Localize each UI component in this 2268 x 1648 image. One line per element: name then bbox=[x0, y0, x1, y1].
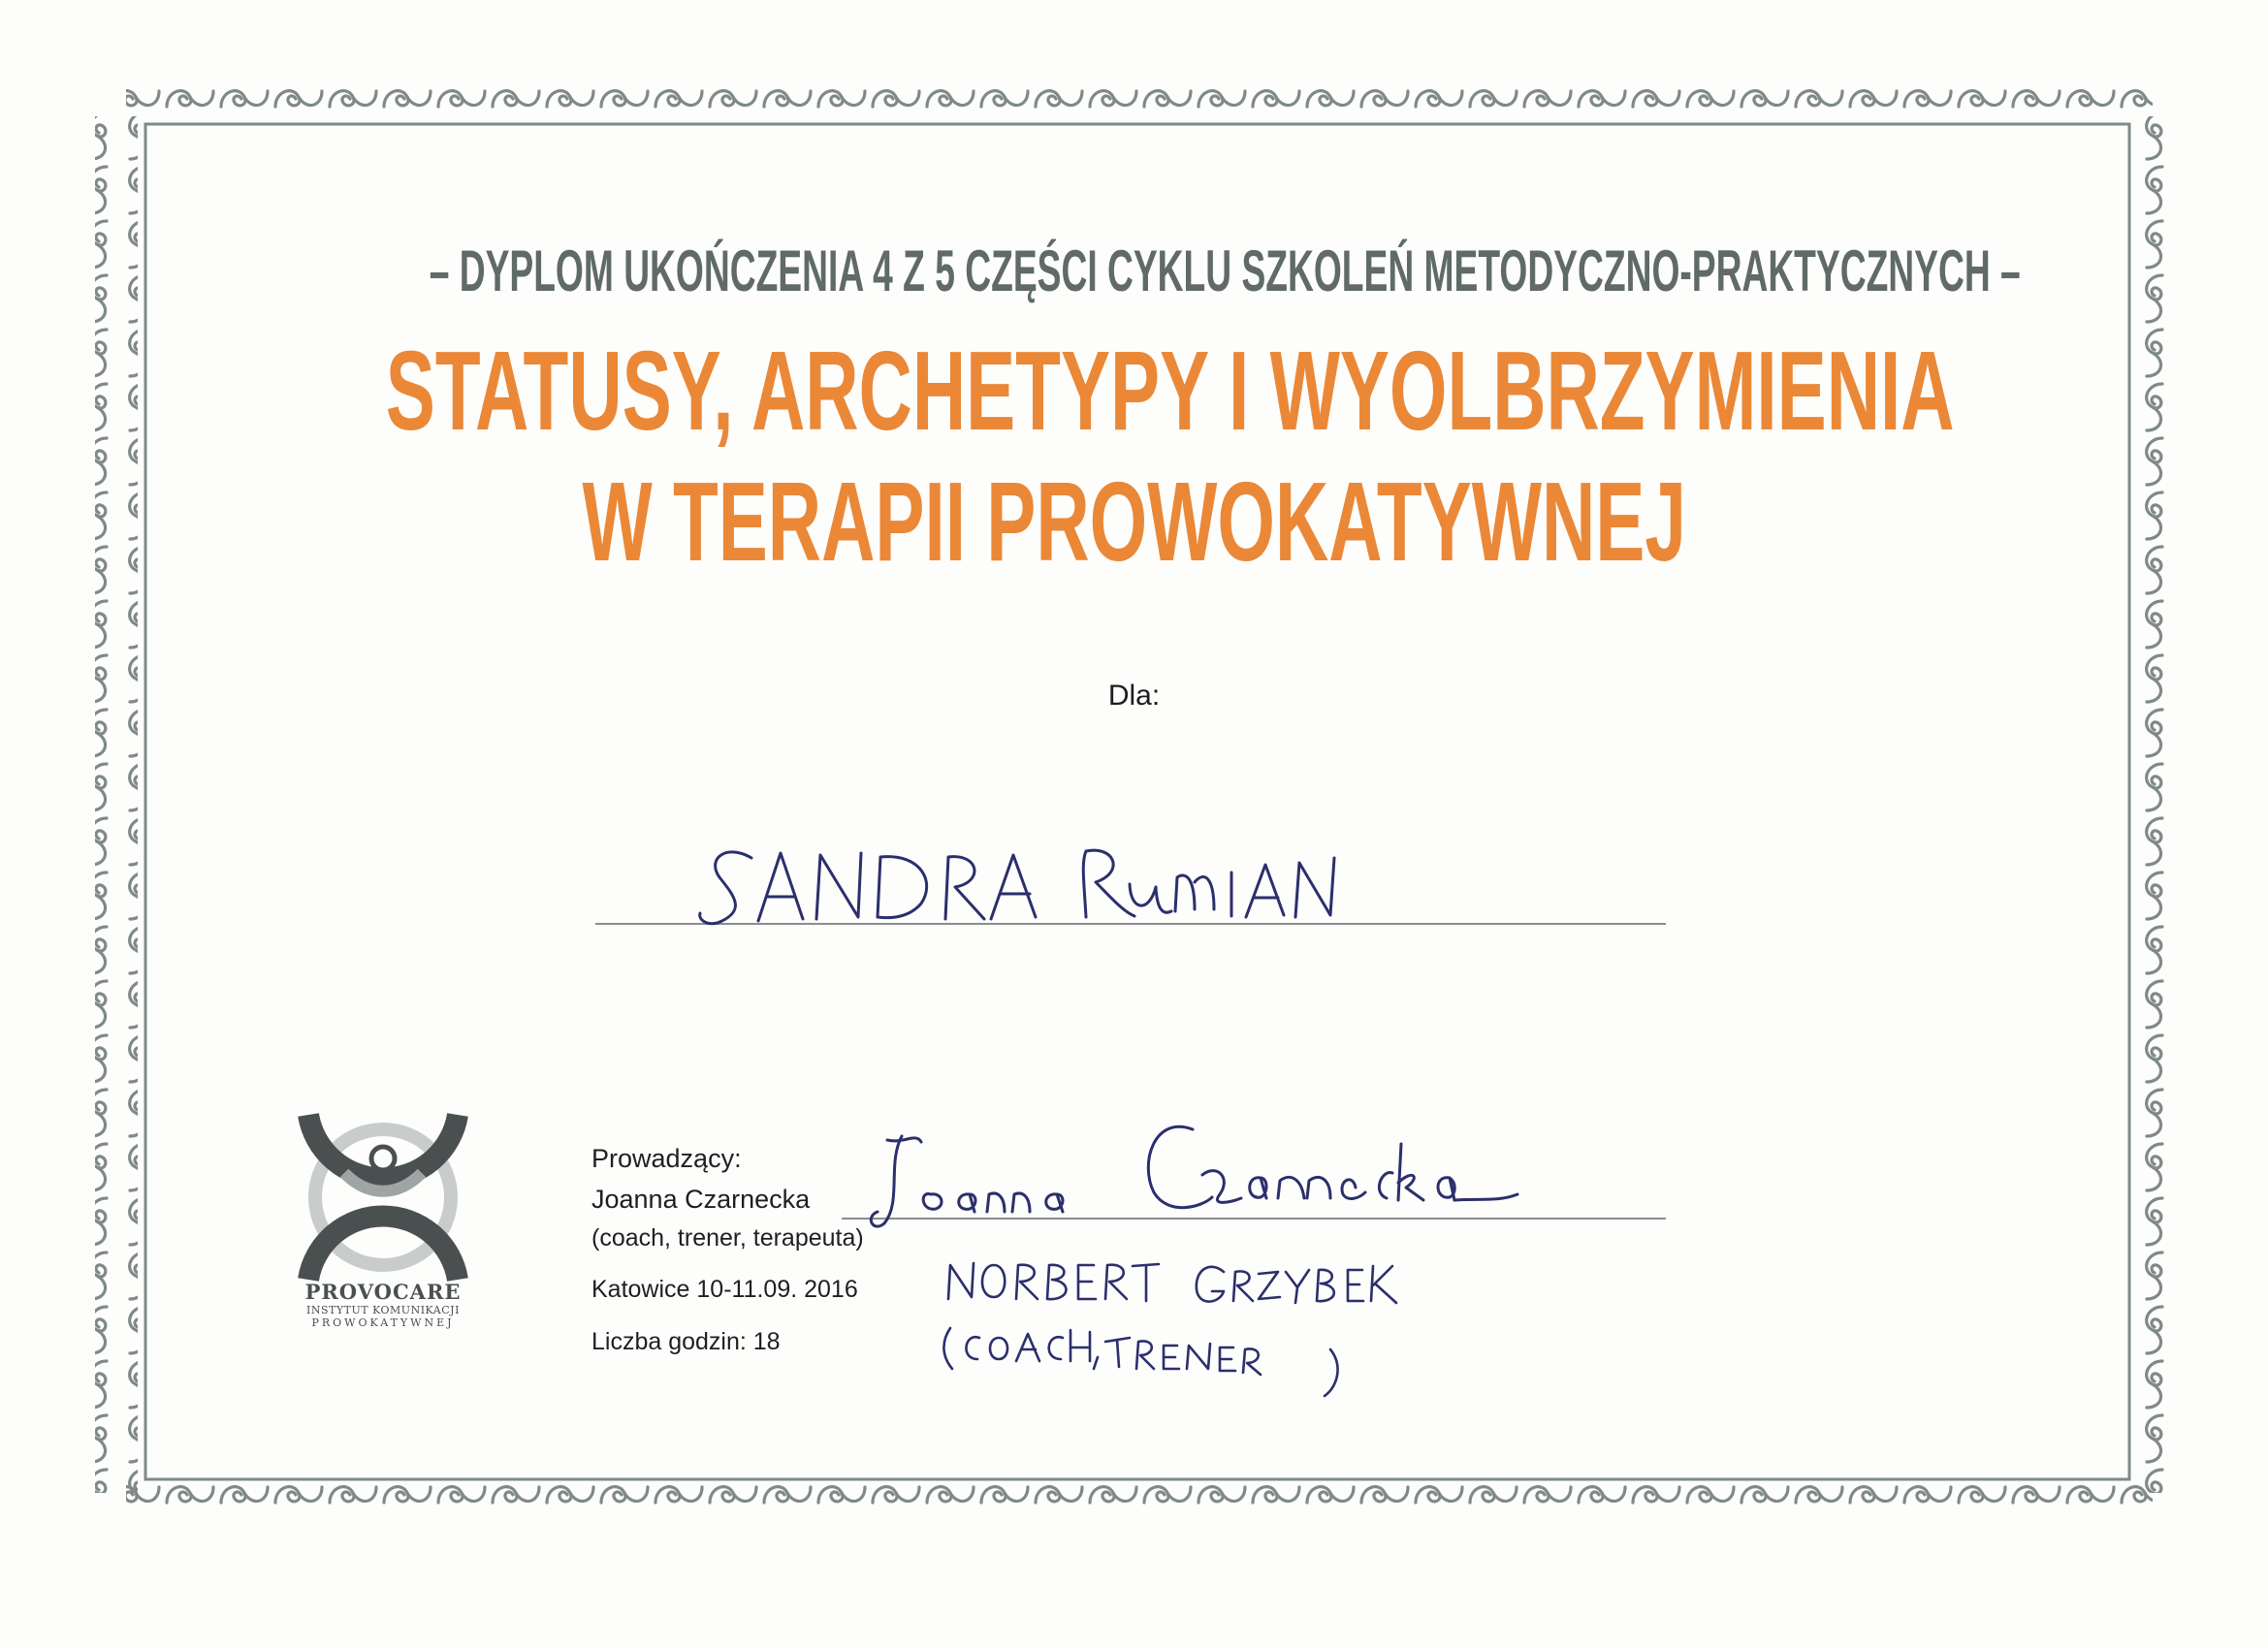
course-title-line-2: W TERAPII PROWOKATYWNEJ bbox=[582, 459, 1686, 585]
instructor-role: (coach, trener, terapeuta) bbox=[591, 1224, 864, 1252]
logo-text-block bbox=[281, 1280, 485, 1329]
logo-name: PROVOCARE bbox=[304, 1280, 462, 1304]
diploma-subtitle: – DYPLOM UKOŃCZENIA 4 Z 5 CZĘŚCI CYKLU SZKOLEŃ METODYCZNO-PRAKTYCZNYCH – bbox=[429, 238, 2021, 303]
instructor-label: Prowadzący: bbox=[591, 1144, 742, 1173]
hours-count: Liczba godzin: 18 bbox=[591, 1328, 781, 1355]
place-and-date: Katowice 10-11.09. 2016 bbox=[591, 1276, 858, 1303]
recipient-name-line bbox=[595, 923, 1666, 925]
for-label: Dla: bbox=[1107, 680, 1161, 712]
course-title-line-1: STATUSY, ARCHETYPY I WYOLBRZYMIENIA bbox=[385, 328, 1955, 454]
logo-subtitle-1: INSTYTUT KOMUNIKACJI bbox=[306, 1304, 460, 1316]
logo-subtitle-2: PROWOKATYWNEJ bbox=[311, 1316, 455, 1329]
signature-line bbox=[842, 1218, 1666, 1220]
instructor-name: Joanna Czarnecka bbox=[591, 1185, 811, 1214]
